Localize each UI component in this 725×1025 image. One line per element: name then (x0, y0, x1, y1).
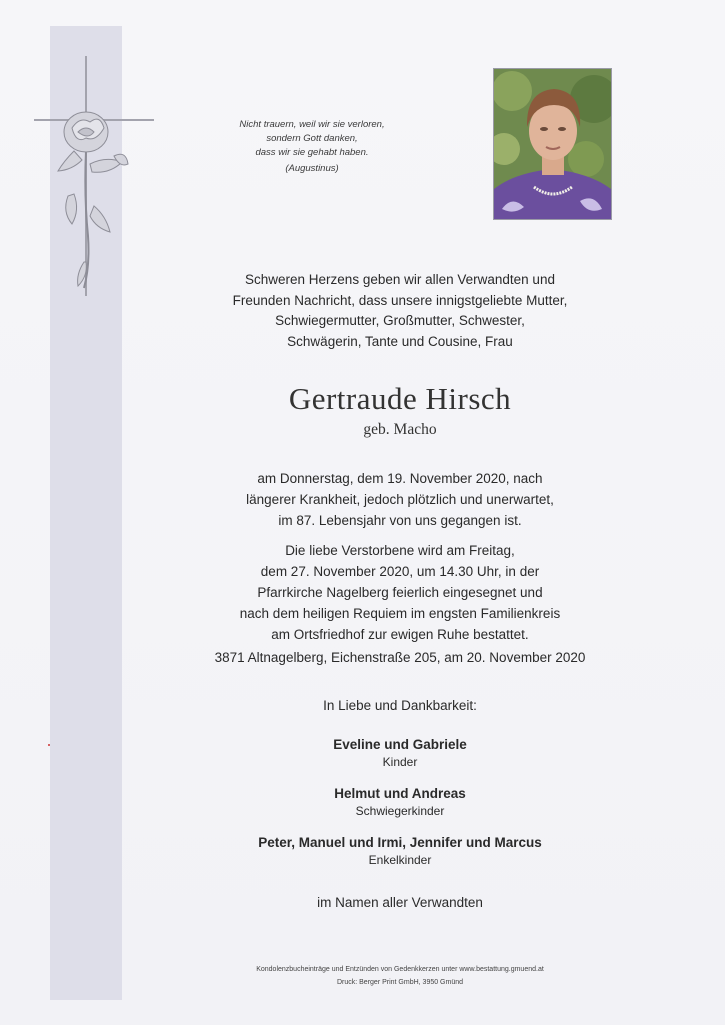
intro-line: Schwiegermutter, Großmutter, Schwester, (275, 313, 525, 328)
cross-with-rose-icon (34, 56, 164, 306)
quote-line: sondern Gott danken, (266, 133, 358, 144)
family-relation: Enkelkinder (368, 853, 432, 867)
funeral-notice-line: dem 27. November 2020, um 14.30 Uhr, in der (260, 564, 540, 579)
death-notice (150, 468, 650, 531)
quote-line: dass wir sie gehabt haben. (255, 147, 369, 158)
funeral-notice-line: nach dem heiligen Requiem im engsten Familienkreis (239, 606, 561, 621)
gratitude-line: In Liebe und Dankbarkeit: (323, 698, 477, 713)
funeral-notice (150, 540, 650, 645)
intro-line: Schwägerin, Tante und Cousine, Frau (287, 333, 513, 349)
quote-author: (Augustinus) (285, 163, 339, 174)
funeral-notice-line: am Ortsfriedhof zur ewigen Ruhe bestattet. (271, 627, 529, 642)
family-names: Eveline und Gabriele (333, 737, 467, 752)
intro-line: Freunden Nachricht, dass unsere innigstgeliebte Mutter, (232, 292, 568, 308)
footer (150, 963, 650, 989)
funeral-notice-line: Pfarrkirche Nagelberg feierlich eingesegnet und (257, 585, 543, 600)
family-relation: Schwiegerkinder (355, 804, 445, 818)
place-date: 3871 Altnagelberg, Eichenstraße 205, am 20. November 2020 (214, 650, 586, 665)
quote-block (222, 118, 402, 176)
intro-line: Schweren Herzens geben wir allen Verwandten und (245, 272, 555, 287)
family-group (150, 834, 650, 870)
family-relation: Kinder (382, 755, 418, 769)
death-notice-line: längerer Krankheit, jedoch plötzlich und unerwartet, (246, 492, 554, 507)
family-names: Helmut und Andreas (334, 786, 466, 801)
maiden-name: geb. Macho (363, 421, 437, 438)
deceased-name: Gertraude Hirsch (288, 381, 512, 416)
closing-line: im Namen aller Verwandten (317, 895, 483, 910)
death-notice-line: am Donnerstag, dem 19. November 2020, nach (257, 471, 543, 486)
intro-text (150, 270, 650, 352)
footer-line: Druck: Berger Print GmbH, 3950 Gmünd (336, 979, 464, 986)
quote-line: Nicht trauern, weil wir sie verloren, (239, 119, 385, 130)
family-group (150, 736, 650, 772)
footer-line: Kondolenzbucheinträge und Entzünden von Gedenkkerzen unter www.bestattung.gmuend.at (256, 966, 544, 973)
family-list (150, 736, 650, 883)
family-names: Peter, Manuel und Irmi, Jennifer und Marcus (258, 835, 542, 850)
print-mark (48, 744, 50, 746)
funeral-notice-line: Die liebe Verstorbene wird am Freitag, (285, 543, 515, 558)
portrait-photo (493, 68, 612, 220)
family-group (150, 785, 650, 821)
death-notice-line: im 87. Lebensjahr von uns gegangen ist. (278, 513, 522, 528)
